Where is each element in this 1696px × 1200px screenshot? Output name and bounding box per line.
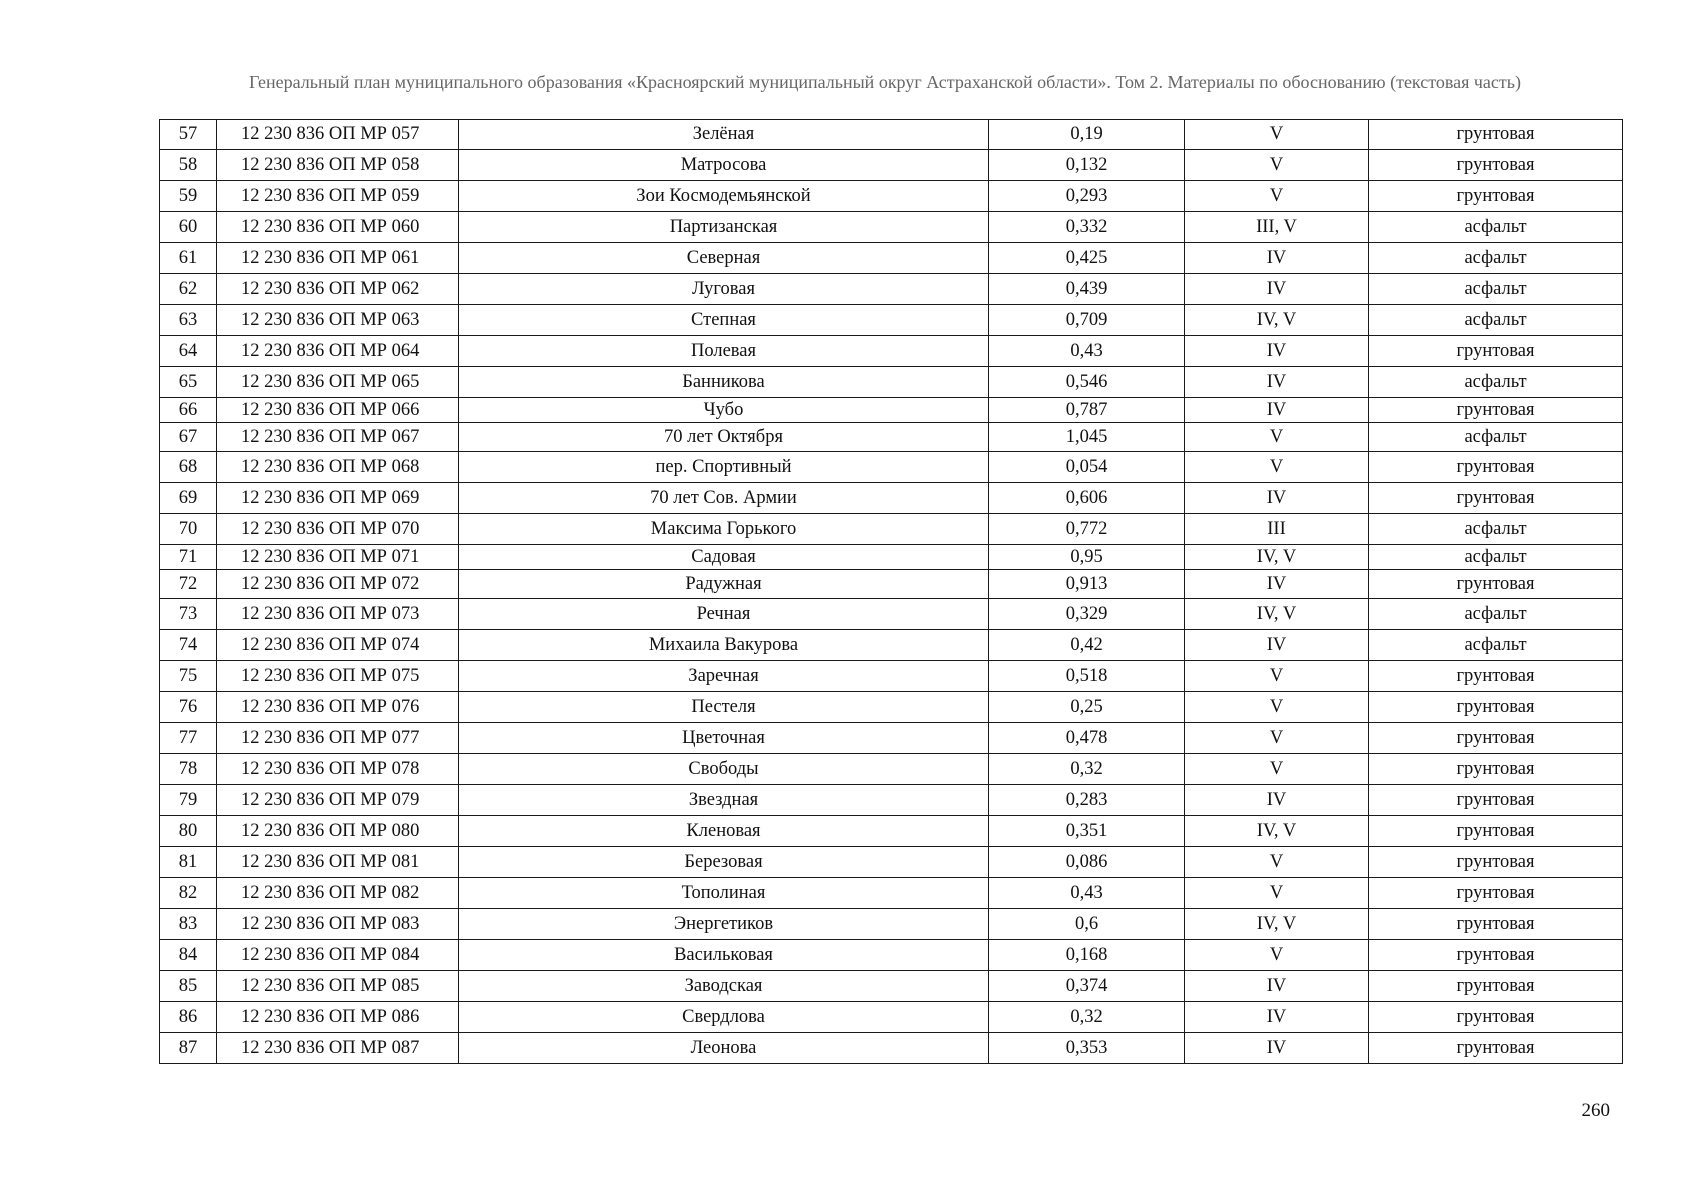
table-row: [160, 1033, 1623, 1064]
cell-length: 0,19: [989, 120, 1185, 150]
cell-number: 65: [160, 367, 217, 398]
cell-surface: грунтовая: [1369, 452, 1623, 483]
roads-table: [159, 119, 1623, 1064]
cell-length: 0,332: [989, 212, 1185, 243]
cell-number: 60: [160, 212, 217, 243]
cell-number: 87: [160, 1033, 217, 1064]
cell-number: 72: [160, 570, 217, 599]
table-row: [160, 336, 1623, 367]
cell-road-id: 12 230 836 ОП МР 086: [217, 1002, 459, 1033]
table-row: [160, 816, 1623, 847]
cell-number: 61: [160, 243, 217, 274]
cell-number: 71: [160, 545, 217, 570]
cell-road-id: 12 230 836 ОП МР 057: [217, 120, 459, 150]
cell-number: 86: [160, 1002, 217, 1033]
cell-road-id: 12 230 836 ОП МР 067: [217, 423, 459, 452]
table-row: [160, 398, 1623, 423]
cell-surface: асфальт: [1369, 367, 1623, 398]
cell-road-id: 12 230 836 ОП МР 083: [217, 909, 459, 940]
cell-road-id: 12 230 836 ОП МР 069: [217, 483, 459, 514]
cell-category: IV, V: [1185, 305, 1369, 336]
table-row: [160, 483, 1623, 514]
cell-surface: асфальт: [1369, 545, 1623, 570]
cell-surface: грунтовая: [1369, 940, 1623, 971]
cell-surface: грунтовая: [1369, 847, 1623, 878]
cell-category: V: [1185, 452, 1369, 483]
cell-number: 73: [160, 599, 217, 630]
cell-category: IV: [1185, 398, 1369, 423]
cell-category: IV: [1185, 336, 1369, 367]
cell-road-id: 12 230 836 ОП МР 060: [217, 212, 459, 243]
cell-surface: грунтовая: [1369, 398, 1623, 423]
cell-road-id: 12 230 836 ОП МР 071: [217, 545, 459, 570]
table-row: [160, 754, 1623, 785]
cell-surface: грунтовая: [1369, 181, 1623, 212]
cell-road-name: Пестеля: [459, 692, 989, 723]
cell-category: IV, V: [1185, 545, 1369, 570]
cell-road-name: Кленовая: [459, 816, 989, 847]
cell-number: 68: [160, 452, 217, 483]
cell-category: V: [1185, 723, 1369, 754]
cell-surface: асфальт: [1369, 423, 1623, 452]
page-header: Генеральный план муниципального образования «Красноярский муниципальный округ Астраханской области». Том 2. Материалы по обоснованию (текстовая часть): [249, 72, 1521, 92]
cell-number: 59: [160, 181, 217, 212]
cell-road-id: 12 230 836 ОП МР 059: [217, 181, 459, 212]
cell-surface: асфальт: [1369, 212, 1623, 243]
cell-road-name: Банникова: [459, 367, 989, 398]
cell-road-name: Заречная: [459, 661, 989, 692]
cell-category: IV, V: [1185, 816, 1369, 847]
cell-number: 62: [160, 274, 217, 305]
cell-road-id: 12 230 836 ОП МР 087: [217, 1033, 459, 1064]
table-row: [160, 423, 1623, 452]
cell-length: 0,32: [989, 754, 1185, 785]
cell-length: 0,283: [989, 785, 1185, 816]
table-row: [160, 630, 1623, 661]
cell-road-id: 12 230 836 ОП МР 064: [217, 336, 459, 367]
cell-length: 0,086: [989, 847, 1185, 878]
cell-road-id: 12 230 836 ОП МР 073: [217, 599, 459, 630]
table-row: [160, 661, 1623, 692]
cell-number: 69: [160, 483, 217, 514]
cell-length: 0,351: [989, 816, 1185, 847]
cell-category: IV: [1185, 971, 1369, 1002]
cell-road-name: Зои Космодемьянской: [459, 181, 989, 212]
cell-number: 70: [160, 514, 217, 545]
cell-road-name: Зелёная: [459, 120, 989, 150]
cell-surface: асфальт: [1369, 243, 1623, 274]
cell-surface: асфальт: [1369, 274, 1623, 305]
cell-length: 0,43: [989, 878, 1185, 909]
cell-length: 0,168: [989, 940, 1185, 971]
cell-length: 0,054: [989, 452, 1185, 483]
cell-road-name: Партизанская: [459, 212, 989, 243]
cell-number: 67: [160, 423, 217, 452]
cell-category: IV: [1185, 1002, 1369, 1033]
cell-number: 79: [160, 785, 217, 816]
cell-number: 74: [160, 630, 217, 661]
cell-surface: грунтовая: [1369, 336, 1623, 367]
cell-road-id: 12 230 836 ОП МР 085: [217, 971, 459, 1002]
cell-length: 0,95: [989, 545, 1185, 570]
table-row: [160, 1002, 1623, 1033]
table-row: [160, 243, 1623, 274]
cell-road-id: 12 230 836 ОП МР 081: [217, 847, 459, 878]
table-row: [160, 212, 1623, 243]
table-row: [160, 367, 1623, 398]
cell-road-name: Цветочная: [459, 723, 989, 754]
cell-surface: грунтовая: [1369, 754, 1623, 785]
cell-length: 0,353: [989, 1033, 1185, 1064]
page-number: 260: [1581, 1100, 1610, 1121]
cell-length: 0,43: [989, 336, 1185, 367]
cell-road-id: 12 230 836 ОП МР 061: [217, 243, 459, 274]
cell-category: IV: [1185, 630, 1369, 661]
cell-length: 0,32: [989, 1002, 1185, 1033]
cell-length: 0,709: [989, 305, 1185, 336]
cell-length: 0,478: [989, 723, 1185, 754]
cell-surface: грунтовая: [1369, 878, 1623, 909]
cell-number: 84: [160, 940, 217, 971]
cell-road-name: 70 лет Октября: [459, 423, 989, 452]
cell-surface: грунтовая: [1369, 785, 1623, 816]
cell-category: IV: [1185, 367, 1369, 398]
cell-road-id: 12 230 836 ОП МР 058: [217, 150, 459, 181]
cell-category: V: [1185, 120, 1369, 150]
cell-number: 76: [160, 692, 217, 723]
table-row: [160, 599, 1623, 630]
table-row: [160, 785, 1623, 816]
cell-surface: грунтовая: [1369, 723, 1623, 754]
cell-number: 81: [160, 847, 217, 878]
cell-road-id: 12 230 836 ОП МР 074: [217, 630, 459, 661]
cell-road-id: 12 230 836 ОП МР 082: [217, 878, 459, 909]
cell-length: 0,132: [989, 150, 1185, 181]
cell-category: IV: [1185, 785, 1369, 816]
cell-road-name: Луговая: [459, 274, 989, 305]
cell-category: V: [1185, 878, 1369, 909]
cell-number: 83: [160, 909, 217, 940]
cell-road-id: 12 230 836 ОП МР 077: [217, 723, 459, 754]
cell-category: V: [1185, 423, 1369, 452]
cell-road-name: Васильковая: [459, 940, 989, 971]
cell-surface: грунтовая: [1369, 816, 1623, 847]
table-row: [160, 971, 1623, 1002]
cell-category: V: [1185, 754, 1369, 785]
cell-road-id: 12 230 836 ОП МР 079: [217, 785, 459, 816]
table-row: [160, 909, 1623, 940]
cell-category: IV: [1185, 243, 1369, 274]
cell-length: 0,374: [989, 971, 1185, 1002]
cell-length: 0,6: [989, 909, 1185, 940]
cell-category: V: [1185, 692, 1369, 723]
cell-surface: грунтовая: [1369, 1033, 1623, 1064]
cell-road-name: Энергетиков: [459, 909, 989, 940]
table-row: [160, 452, 1623, 483]
cell-number: 85: [160, 971, 217, 1002]
cell-length: 0,439: [989, 274, 1185, 305]
cell-number: 80: [160, 816, 217, 847]
cell-road-name: 70 лет Сов. Армии: [459, 483, 989, 514]
cell-road-name: Матросова: [459, 150, 989, 181]
cell-length: 1,045: [989, 423, 1185, 452]
cell-length: 0,42: [989, 630, 1185, 661]
cell-surface: асфальт: [1369, 514, 1623, 545]
cell-surface: асфальт: [1369, 599, 1623, 630]
cell-category: V: [1185, 181, 1369, 212]
cell-length: 0,772: [989, 514, 1185, 545]
cell-category: IV: [1185, 1033, 1369, 1064]
table-row: [160, 120, 1623, 150]
cell-road-id: 12 230 836 ОП МР 078: [217, 754, 459, 785]
cell-road-id: 12 230 836 ОП МР 066: [217, 398, 459, 423]
cell-number: 63: [160, 305, 217, 336]
cell-surface: грунтовая: [1369, 1002, 1623, 1033]
cell-road-name: Свободы: [459, 754, 989, 785]
cell-category: IV, V: [1185, 599, 1369, 630]
cell-road-name: Чубо: [459, 398, 989, 423]
cell-surface: грунтовая: [1369, 150, 1623, 181]
table-row: [160, 847, 1623, 878]
cell-number: 75: [160, 661, 217, 692]
cell-road-id: 12 230 836 ОП МР 076: [217, 692, 459, 723]
cell-category: V: [1185, 940, 1369, 971]
cell-number: 78: [160, 754, 217, 785]
cell-road-id: 12 230 836 ОП МР 070: [217, 514, 459, 545]
cell-road-name: Тополиная: [459, 878, 989, 909]
table-row: [160, 723, 1623, 754]
cell-road-name: Заводская: [459, 971, 989, 1002]
cell-category: IV: [1185, 483, 1369, 514]
cell-road-id: 12 230 836 ОП МР 065: [217, 367, 459, 398]
table-row: [160, 570, 1623, 599]
cell-road-name: Звездная: [459, 785, 989, 816]
cell-length: 0,787: [989, 398, 1185, 423]
cell-category: IV: [1185, 274, 1369, 305]
table-row: [160, 940, 1623, 971]
cell-road-id: 12 230 836 ОП МР 080: [217, 816, 459, 847]
cell-road-name: пер. Спортивный: [459, 452, 989, 483]
cell-surface: грунтовая: [1369, 692, 1623, 723]
cell-surface: асфальт: [1369, 305, 1623, 336]
cell-surface: грунтовая: [1369, 570, 1623, 599]
cell-category: V: [1185, 661, 1369, 692]
cell-length: 0,329: [989, 599, 1185, 630]
table-row: [160, 878, 1623, 909]
cell-road-name: Березовая: [459, 847, 989, 878]
roads-table-body: [160, 120, 1623, 1064]
cell-category: III: [1185, 514, 1369, 545]
cell-surface: грунтовая: [1369, 971, 1623, 1002]
cell-road-name: Михаила Вакурова: [459, 630, 989, 661]
table-row: [160, 181, 1623, 212]
cell-road-id: 12 230 836 ОП МР 063: [217, 305, 459, 336]
cell-surface: асфальт: [1369, 630, 1623, 661]
table-row: [160, 514, 1623, 545]
cell-length: 0,546: [989, 367, 1185, 398]
cell-road-id: 12 230 836 ОП МР 075: [217, 661, 459, 692]
cell-number: 64: [160, 336, 217, 367]
cell-road-name: Речная: [459, 599, 989, 630]
cell-road-name: Максима Горького: [459, 514, 989, 545]
cell-surface: грунтовая: [1369, 661, 1623, 692]
cell-category: V: [1185, 847, 1369, 878]
cell-road-name: Степная: [459, 305, 989, 336]
cell-road-name: Леонова: [459, 1033, 989, 1064]
cell-number: 66: [160, 398, 217, 423]
table-row: [160, 305, 1623, 336]
cell-number: 77: [160, 723, 217, 754]
cell-number: 57: [160, 120, 217, 150]
cell-length: 0,606: [989, 483, 1185, 514]
cell-length: 0,293: [989, 181, 1185, 212]
cell-road-id: 12 230 836 ОП МР 062: [217, 274, 459, 305]
table-row: [160, 274, 1623, 305]
cell-road-name: Радужная: [459, 570, 989, 599]
cell-category: V: [1185, 150, 1369, 181]
cell-road-id: 12 230 836 ОП МР 068: [217, 452, 459, 483]
cell-surface: грунтовая: [1369, 909, 1623, 940]
cell-road-id: 12 230 836 ОП МР 072: [217, 570, 459, 599]
cell-number: 58: [160, 150, 217, 181]
cell-length: 0,913: [989, 570, 1185, 599]
table-row: [160, 150, 1623, 181]
cell-number: 82: [160, 878, 217, 909]
cell-length: 0,425: [989, 243, 1185, 274]
cell-category: III, V: [1185, 212, 1369, 243]
table-row: [160, 545, 1623, 570]
cell-category: IV: [1185, 570, 1369, 599]
cell-road-name: Свердлова: [459, 1002, 989, 1033]
cell-surface: грунтовая: [1369, 483, 1623, 514]
cell-road-name: Садовая: [459, 545, 989, 570]
cell-length: 0,25: [989, 692, 1185, 723]
cell-road-name: Северная: [459, 243, 989, 274]
cell-surface: грунтовая: [1369, 120, 1623, 150]
cell-length: 0,518: [989, 661, 1185, 692]
cell-category: IV, V: [1185, 909, 1369, 940]
table-row: [160, 692, 1623, 723]
cell-road-id: 12 230 836 ОП МР 084: [217, 940, 459, 971]
cell-road-name: Полевая: [459, 336, 989, 367]
